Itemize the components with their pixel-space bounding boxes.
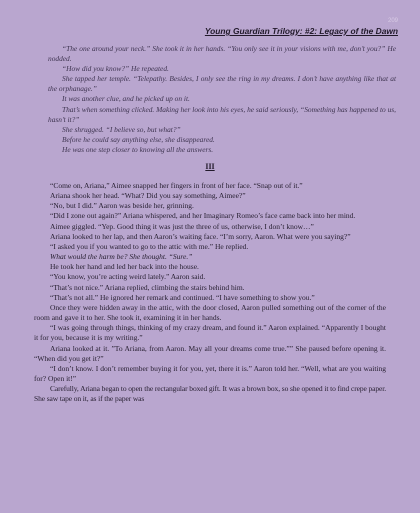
italic-paragraph: “How did you know?” He repeated. xyxy=(62,64,169,74)
italic-paragraph: He was one step closer to knowing all the answers. xyxy=(62,144,214,154)
body-paragraph: Ariana shook her head. “What? Did you say something, Aimee?” xyxy=(50,191,246,201)
italic-paragraph: Before he could say anything else, she disappeared. xyxy=(62,134,215,144)
body-paragraph: Once they were hidden away in the attic, with the door closed, Aaron pulled something out of the corner of the room and gave it to her. She took it, examining it in her hands. xyxy=(34,302,386,323)
italic-paragraph: She tapped her temple. “Telepathy. Besides, I only see the ring in my dreams. I don’t have anything like that at the orphanage.” xyxy=(48,74,396,94)
italic-dream-passage xyxy=(48,44,396,155)
italic-paragraph: That’s when something clicked. Making her look into his eyes, he said seriously, “Something has happened to us, hasn’t it?” xyxy=(48,104,396,124)
italic-paragraph: It was another clue, and he picked up on it. xyxy=(62,94,190,104)
italic-paragraph: “The one around your neck.” She took it in her hands. “You only see it in your visions with me, don’t you?” He nodded. xyxy=(48,44,396,64)
body-paragraph: “I asked you if you wanted to go to the attic with me.” He replied. xyxy=(50,241,249,251)
body-paragraph: “No, but I did.” Aaron was beside her, grinning. xyxy=(50,201,194,211)
body-paragraph: What would the harm be? She thought. “Sure.” xyxy=(50,252,193,262)
body-paragraph: Ariana looked to her lap, and then Aaron’s waiting face. “I’m sorry, Aaron. What were you saying?” xyxy=(50,231,351,241)
body-paragraph: “Come on, Ariana,” Aimee snapped her fingers in front of her face. “Snap out of it.” xyxy=(50,181,303,190)
body-paragraph: “I don’t know. I don’t remember buying it for you, yet, there it is.” Aaron told her. “Well, what are you waiting for? Open it!” xyxy=(34,363,386,383)
italic-paragraph: She shrugged. “I believe so, but what?” xyxy=(62,124,181,134)
body-paragraph: Carefully, Ariana began to open the rectangular boxed gift. It was a brown box, so she opened it to find crepe paper. She saw tape on it, as if the paper was xyxy=(34,384,386,404)
body-paragraph: He took her hand and led her back into the house. xyxy=(50,262,199,272)
running-header: Young Guardian Trilogy: #2: Legacy of the Dawn xyxy=(204,26,398,36)
body-paragraph: Aimee giggled. “Yep. Good thing it was just the three of us, otherwise, I don’t know…” xyxy=(50,221,314,231)
page-number: 209 xyxy=(387,18,398,24)
body-paragraph: “That’s not nice.” Ariana replied, climbing the stairs behind him. xyxy=(50,282,245,292)
body-text xyxy=(34,181,386,404)
body-paragraph: Ariana looked at it. ”To Ariana, from Aaron. May all your dreams come true.”” She paused before opening it. “When did you get it?” xyxy=(34,343,386,363)
body-paragraph: “Did I zone out again?” Ariana whispered, and her Imaginary Romeo’s face came back into her mind. xyxy=(50,211,356,221)
section-break: III xyxy=(205,162,215,171)
body-paragraph: “That’s not all.” He ignored her remark and continued. “I have something to show you.” xyxy=(50,292,315,302)
body-paragraph: “You know, you’re acting weird lately.” Aaron said. xyxy=(50,272,206,282)
body-paragraph: “I was going through things, thinking of my crazy dream, and found it.” Aaron explained. “Apparently I bought it for you, because it is my writing.” xyxy=(34,323,386,343)
